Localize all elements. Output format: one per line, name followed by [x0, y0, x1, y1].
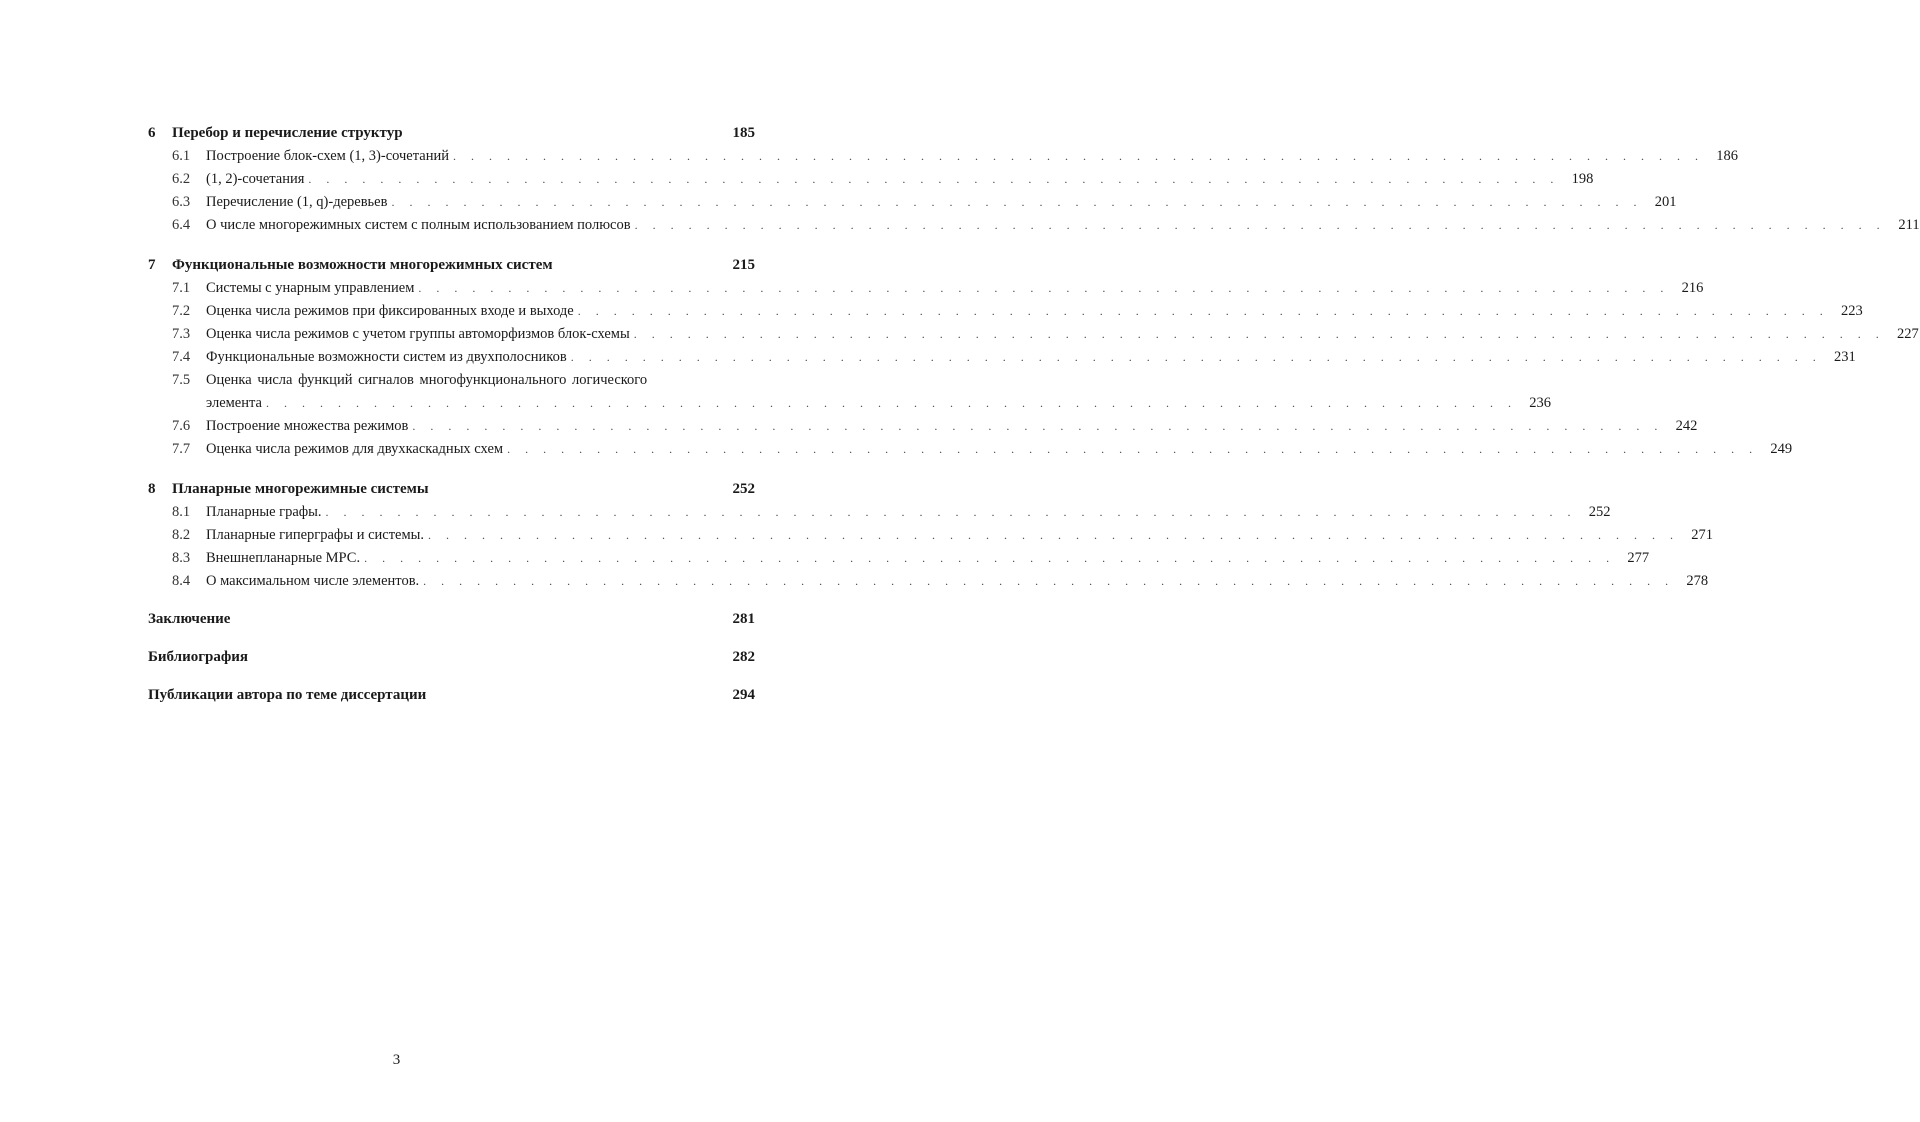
section-number: 7.4	[172, 349, 191, 365]
section-page: 186	[1716, 148, 1738, 164]
dot-leader: . . . . . . . . . . . . . . . . . . . . . . . . . . . . . . . . . . . . . . . . . . . . . . . . . . . . . . . . . . . . . . . . . . . . . .	[308, 172, 1560, 186]
section-page: 242	[1675, 418, 1698, 434]
chapter-number: 6	[148, 125, 156, 141]
section-page: 231	[1833, 349, 1856, 365]
chapter-8-heading[interactable]	[148, 477, 755, 501]
section-title: Оценка числа режимов для двухкаскадных схем	[206, 441, 504, 457]
toc-extra-conclusion[interactable]	[148, 607, 755, 631]
section-number: 6.3	[172, 194, 191, 210]
chapter-title: Функциональные возможности многорежимных систем	[172, 257, 553, 273]
dot-leader: . . . . . . . . . . . . . . . . . . . . . . . . . . . . . . . . . . . . . . . . . . . . . . . . . . . . . . . . . . . . . . . . . . . . . .	[634, 218, 1886, 232]
section-title: Внешнепланарные МРС.	[206, 550, 361, 566]
toc-entry[interactable]	[148, 214, 1920, 237]
dot-leader: . . . . . . . . . . . . . . . . . . . . . . . . . . . . . . . . . . . . . . . . . . . . . . . . . . . . . . . . . . . . . . . . . . . . . .	[265, 396, 1517, 410]
chapter-page: 215	[732, 257, 755, 273]
section-number: 8.4	[172, 573, 191, 589]
dot-leader: . . . . . . . . . . . . . . . . . . . . . . . . . . . . . . . . . . . . . . . . . . . . . . . . . . . . . . . . . . . . . . . . . . . . . .	[423, 574, 1675, 588]
section-page: 277	[1627, 550, 1650, 566]
extra-page: 282	[732, 649, 755, 665]
toc-entry[interactable]	[148, 415, 1698, 438]
section-title: Оценка числа режимов с учетом группы автоморфизмов блок-схемы	[206, 326, 630, 342]
section-number: 7.7	[172, 441, 191, 457]
section-title: Планарные графы.	[206, 504, 322, 520]
section-title: Построение блок-схем (1, 3)-сочетаний	[206, 148, 449, 164]
toc-entry[interactable]	[148, 300, 1863, 323]
section-number: 7.1	[172, 280, 191, 296]
section-page: 211	[1898, 217, 1920, 233]
section-page: 198	[1571, 171, 1594, 187]
section-number: 8.3	[172, 550, 191, 566]
section-page: 252	[1588, 504, 1611, 520]
dot-leader: . . . . . . . . . . . . . . . . . . . . . . . . . . . . . . . . . . . . . . . . . . . . . . . . . . . . . . . . . . . . . . . . . . . . . .	[570, 350, 1822, 364]
toc-entry[interactable]	[148, 191, 1677, 214]
dot-leader: . . . . . . . . . . . . . . . . . . . . . . . . . . . . . . . . . . . . . . . . . . . . . . . . . . . . . . . . . . . . . . . . . . . . . .	[452, 149, 1704, 163]
dot-leader: . . . . . . . . . . . . . . . . . . . . . . . . . . . . . . . . . . . . . . . . . . . . . . . . . . . . . . . . . . . . . . . . . . . . . .	[418, 281, 1670, 295]
toc-extra-bibliography[interactable]	[148, 645, 755, 669]
section-title: Системы с унарным управлением	[206, 280, 415, 296]
toc-entry[interactable]	[148, 547, 1650, 570]
extra-page: 294	[732, 687, 755, 703]
section-number: 6.2	[172, 171, 191, 187]
chapter-page: 252	[732, 481, 755, 497]
toc-entry[interactable]	[148, 277, 1704, 300]
toc-extra-publications[interactable]	[148, 683, 755, 707]
dot-leader: . . . . . . . . . . . . . . . . . . . . . . . . . . . . . . . . . . . . . . . . . . . . . . . . . . . . . . . . . . . . . . . . . . . . . .	[364, 551, 1616, 565]
dot-leader: . . . . . . . . . . . . . . . . . . . . . . . . . . . . . . . . . . . . . . . . . . . . . . . . . . . . . . . . . . . . . . . . . . . . . .	[325, 505, 1577, 519]
extra-title: Публикации автора по теме диссертации	[148, 687, 427, 703]
section-title: Оценка числа режимов при фиксированных входе и выходе	[206, 303, 574, 319]
page-number: 3	[392, 1052, 401, 1068]
section-page: 271	[1691, 527, 1714, 543]
section-number: 6.4	[172, 217, 191, 233]
section-title: Оценка числа функций сигналов многофункционального логического	[206, 372, 648, 388]
section-title: Построение множества режимов	[206, 418, 409, 434]
toc-entry[interactable]	[148, 145, 1738, 168]
extra-page: 281	[732, 611, 755, 627]
section-title: О числе многорежимных систем с полным использованием полюсов	[206, 217, 631, 233]
chapter-title: Перебор и перечисление структур	[172, 125, 403, 141]
section-number: 8.2	[172, 527, 191, 543]
section-title: О максимальном числе элементов.	[206, 573, 420, 589]
section-title-line2: элемента	[206, 395, 262, 411]
extra-title: Заключение	[148, 611, 231, 627]
section-page: 201	[1654, 194, 1677, 210]
toc-entry[interactable]	[148, 570, 1709, 593]
section-page: 278	[1686, 573, 1709, 589]
dot-leader: . . . . . . . . . . . . . . . . . . . . . . . . . . . . . . . . . . . . . . . . . . . . . . . . . . . . . . . . . . . . . . . . . . . . . .	[428, 528, 1680, 542]
dot-leader: . . . . . . . . . . . . . . . . . . . . . . . . . . . . . . . . . . . . . . . . . . . . . . . . . . . . . . . . . . . . . . . . . . . . . .	[412, 419, 1664, 433]
chapter-title: Планарные многорежимные системы	[172, 481, 429, 497]
section-title: Планарные гиперграфы и системы.	[206, 527, 425, 543]
dot-leader: . . . . . . . . . . . . . . . . . . . . . . . . . . . . . . . . . . . . . . . . . . . . . . . . . . . . . . . . . . . . . . . . . . . . . .	[577, 304, 1829, 318]
extra-title: Библиография	[148, 649, 249, 665]
toc-entry[interactable]	[148, 168, 1594, 191]
dot-leader: . . . . . . . . . . . . . . . . . . . . . . . . . . . . . . . . . . . . . . . . . . . . . . . . . . . . . . . . . . . . . . . . . . . . . .	[391, 195, 1643, 209]
toc-entry[interactable]	[148, 438, 1793, 461]
section-page: 223	[1841, 303, 1863, 319]
section-number: 6.1	[172, 148, 191, 164]
chapter-7-heading[interactable]	[148, 253, 755, 277]
section-number: 7.3	[172, 326, 191, 342]
toc-entry[interactable]	[148, 346, 1856, 369]
chapter-6-heading[interactable]	[148, 121, 755, 145]
section-title: (1, 2)-сочетания	[206, 171, 305, 187]
section-title: Перечисление (1, q)-деревьев	[206, 194, 388, 210]
dot-leader: . . . . . . . . . . . . . . . . . . . . . . . . . . . . . . . . . . . . . . . . . . . . . . . . . . . . . . . . . . . . . . . . . . . . . .	[507, 442, 1759, 456]
chapter-number: 8	[148, 481, 156, 497]
toc-entry[interactable]	[148, 501, 1611, 524]
section-page: 227	[1896, 326, 1919, 342]
section-title-continuation	[148, 392, 1551, 415]
section-number: 7.5	[172, 372, 191, 388]
toc-entry[interactable]	[148, 524, 1714, 547]
chapter-page: 185	[732, 125, 755, 141]
section-number: 7.6	[172, 418, 191, 434]
dot-leader: . . . . . . . . . . . . . . . . . . . . . . . . . . . . . . . . . . . . . . . . . . . . . . . . . . . . . . . . . . . . . . . . . . . . . .	[633, 327, 1885, 341]
section-number: 8.1	[172, 504, 191, 520]
table-of-contents	[148, 121, 1920, 707]
toc-entry[interactable]	[148, 323, 1919, 346]
toc-entry[interactable]	[148, 369, 1551, 415]
section-page: 249	[1770, 441, 1793, 457]
section-title: Функциональные возможности систем из двухполосников	[206, 349, 567, 365]
section-page: 216	[1681, 280, 1704, 296]
chapter-number: 7	[148, 257, 156, 273]
section-page: 236	[1529, 395, 1551, 411]
section-number: 7.2	[172, 303, 191, 319]
